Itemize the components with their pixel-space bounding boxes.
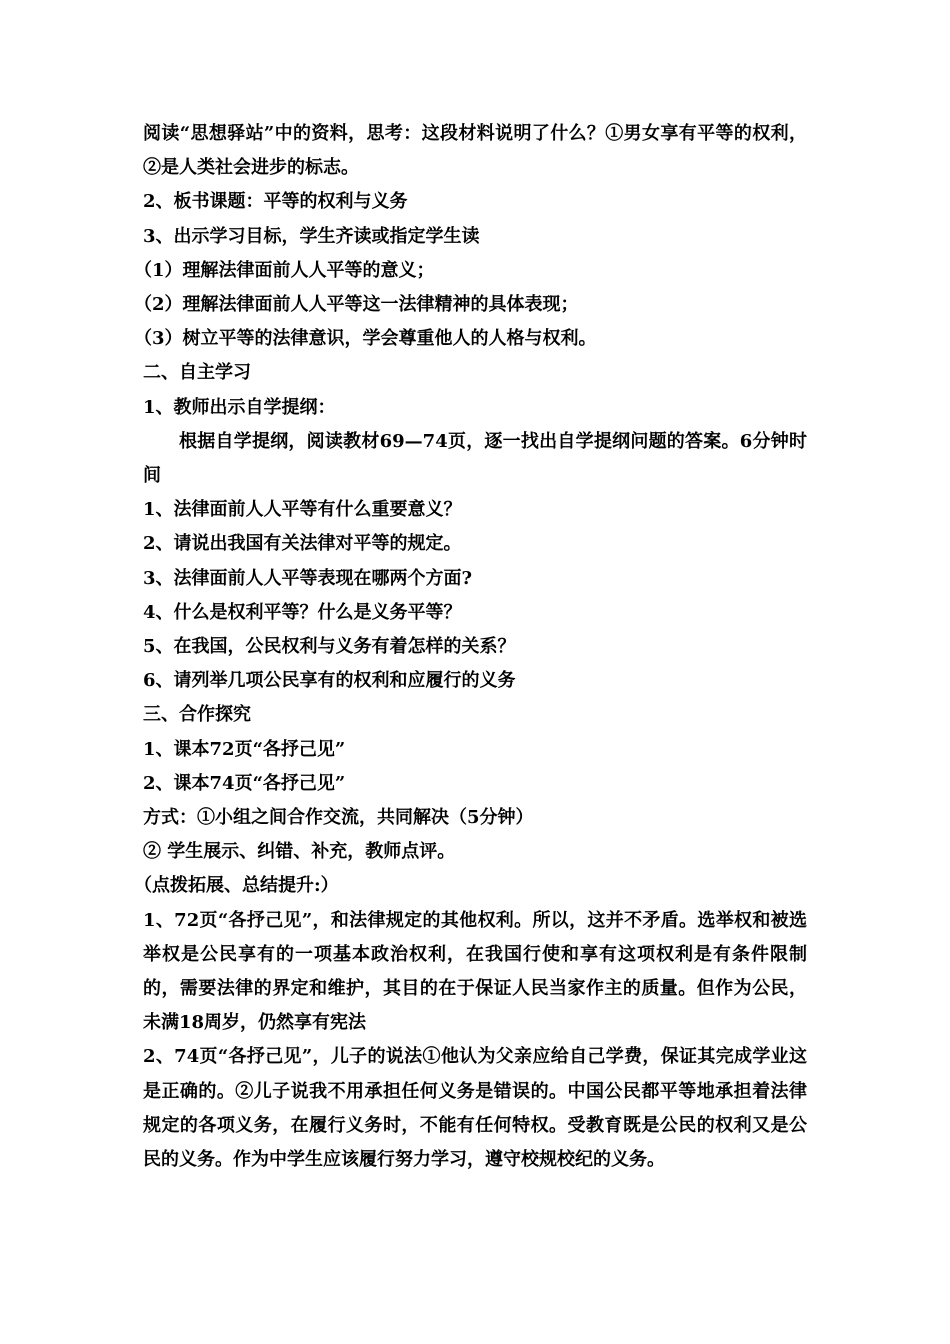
list-item-page-72: 1、课本72页“各抒己见” bbox=[143, 738, 346, 760]
list-item-question-2: 2、请说出我国有关法律对平等的规定。 bbox=[143, 533, 462, 555]
paragraph-answer-72: 1、72页“各抒己见”，和法律规定的其他权利。所以，这并不矛盾。选举权和被选举权是公民享有的一项基本政治权利，在我国行使和享有这项权利是有条件限制的，需要法律的界定和维护，其目的在于保证人民当家作主的质量。但作为公民，未满18周岁，仍然享有宪法 bbox=[143, 909, 807, 1034]
paragraph-answer-74: 2、74页“各抒己见”，儿子的说法①他认为父亲应给自己学费，保证其完成学业这是正确的。②儿子说我不用承担任何义务是错误的。中国公民都平等地承担着法律规定的各项义务，在履行义务时，不能有任何特权。受教育既是公民的权利又是公民的义务。作为中学生应该履行努力学习，遵守校规校纪的义务。 bbox=[143, 1046, 807, 1171]
list-item-question-4: 4、什么是权利平等？什么是义务平等？ bbox=[143, 601, 462, 623]
paragraph-method-step-2: ② 学生展示、纠错、补充，教师点评。 bbox=[143, 841, 456, 863]
paragraph-goal-2: （2）理解法律面前人人平等这一法律精神的具体表现； bbox=[134, 294, 579, 316]
list-item-page-74: 2、课本74页“各抒己见” bbox=[143, 772, 346, 794]
heading-cooperative-inquiry: 三、合作探究 bbox=[143, 704, 251, 726]
paragraph-method: 方式：①小组之间合作交流，共同解决（5分钟） bbox=[143, 807, 534, 829]
paragraph-summary-heading: （点拨拓展、总结提升:） bbox=[134, 875, 339, 897]
paragraph-step-3-goals: 3、出示学习目标，学生齐读或指定学生读 bbox=[143, 225, 480, 247]
heading-self-study: 二、自主学习 bbox=[143, 362, 251, 384]
list-item-question-1: 1、法律面前人人平等有什么重要意义？ bbox=[143, 499, 462, 521]
document-body bbox=[134, 117, 807, 1177]
paragraph-outline-instruction: 根据自学提纲，阅读教材69—74页，逐一找出自学提纲问题的答案。6分钟时间 bbox=[143, 430, 807, 487]
paragraph-step-2-title: 2、板书课题：平等的权利与义务 bbox=[143, 191, 408, 213]
paragraph-goal-3: （3）树立平等的法律意识，学会尊重他人的人格与权利。 bbox=[134, 328, 597, 350]
list-item-question-3: 3、法律面前人人平等表现在哪两个方面? bbox=[143, 567, 473, 589]
list-item-question-5: 5、在我国，公民权利与义务有着怎样的关系？ bbox=[143, 636, 516, 658]
paragraph-outline-intro: 1、教师出示自学提纲： bbox=[143, 396, 336, 418]
paragraph-intro-reading: 阅读“思想驿站”中的资料，思考：这段材料说明了什么？①男女享有平等的权利，②是人类社会进步的标志。 bbox=[143, 123, 807, 179]
list-item-question-6: 6、请列举几项公民享有的权利和应履行的义务 bbox=[143, 670, 516, 692]
paragraph-goal-1: （1）理解法律面前人人平等的意义； bbox=[134, 259, 435, 281]
